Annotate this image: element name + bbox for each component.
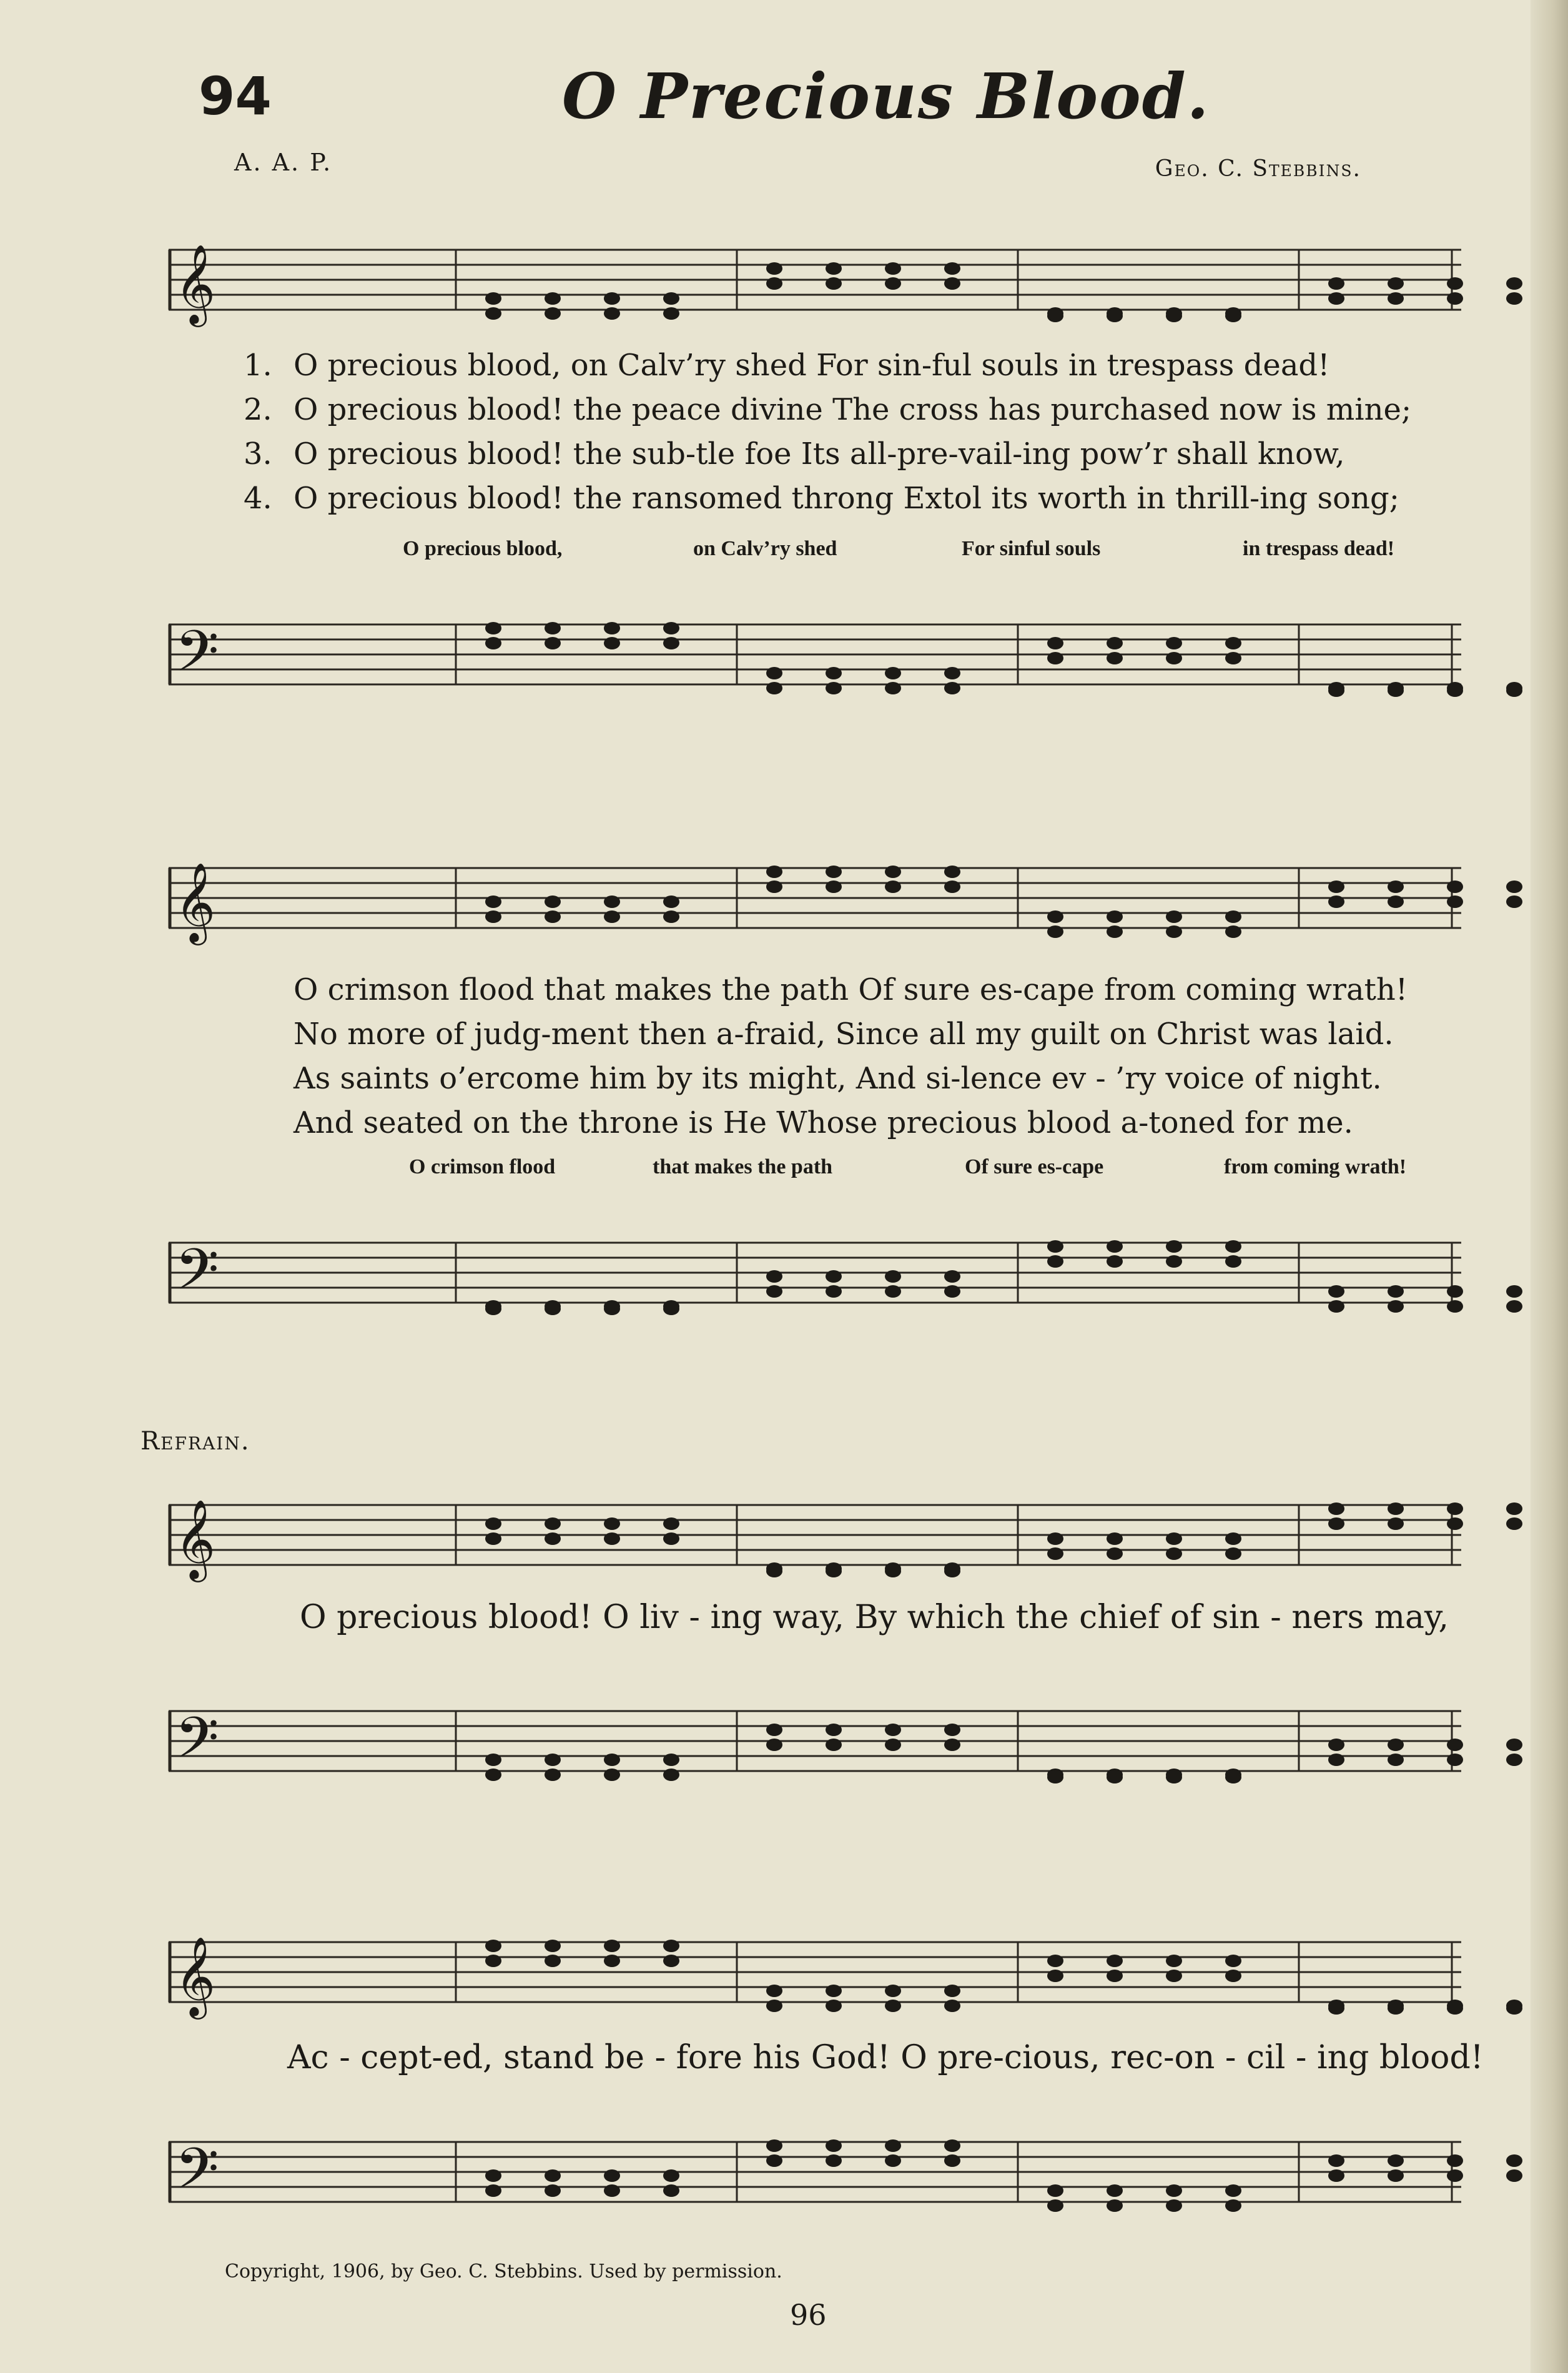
note-head: [604, 910, 620, 923]
note-head: [826, 2000, 842, 2012]
bass-lyric: that makes the path: [653, 1155, 833, 1178]
note-head: [485, 910, 501, 923]
note-head: [885, 1724, 901, 1736]
note-head: [1166, 652, 1182, 664]
note-head: [944, 1270, 960, 1283]
note-head: [1328, 2154, 1344, 2167]
note-head: [545, 1532, 561, 1545]
verse-text: O precious blood, on Calv’ry shed For sin-ful souls in trespass dead!: [293, 348, 1330, 383]
note-head: [604, 622, 620, 634]
verse-number: 2.: [244, 392, 272, 427]
note-head: [1047, 1970, 1063, 1982]
note-head: [1107, 1547, 1123, 1560]
note-head: [1328, 292, 1344, 305]
note-head: [1388, 292, 1404, 305]
note-head: [1107, 925, 1123, 938]
treble-staff-lines: [169, 818, 1461, 943]
note-head: [766, 667, 782, 679]
verse-block-2: [293, 968, 1408, 1145]
treble-staff: [169, 1892, 1461, 2017]
note-head: [944, 2154, 960, 2167]
note-head: [1328, 2002, 1344, 2015]
note-head: [1225, 1970, 1241, 1982]
verse-text: No more of judg-ment then a-fraid, Since all my guilt on Christ was laid.: [293, 1017, 1394, 1052]
note-head: [1447, 881, 1463, 893]
note-head: [885, 881, 901, 893]
note-head: [1107, 1532, 1123, 1545]
treble-staff-lines: [169, 1455, 1461, 1580]
clef-glyph: 𝄞: [175, 862, 216, 942]
verse-line: [244, 343, 1411, 388]
lyricist-credit: A. A. P.: [234, 149, 333, 176]
system-1: [169, 200, 1461, 699]
note-head: [545, 637, 561, 649]
verse-text: And seated on the throne is He Whose precious blood a-toned for me.: [293, 1105, 1353, 1140]
note-head: [485, 637, 501, 649]
bass-lyric: on Calv’ry shed: [693, 537, 837, 560]
refrain-label: Refrain.: [141, 1427, 250, 1456]
bass-lyric: O precious blood,: [403, 537, 563, 560]
clef-glyph: 𝄞: [175, 1499, 216, 1579]
note-head: [1047, 2199, 1063, 2212]
note-head: [885, 277, 901, 290]
note-head: [485, 292, 501, 305]
note-head: [1047, 1771, 1063, 1783]
verse-number: 4.: [244, 481, 272, 516]
note-head: [1506, 1517, 1522, 1530]
treble-staff: [169, 818, 1461, 943]
verse-line: [244, 432, 1411, 476]
note-head: [1388, 2002, 1404, 2015]
note-head: [663, 292, 679, 305]
note-head: [944, 682, 960, 694]
note-head: [1166, 637, 1182, 649]
bass-lyric: from coming wrath!: [1224, 1155, 1407, 1178]
note-head: [1328, 684, 1344, 697]
note-head: [1107, 1970, 1123, 1982]
note-head: [1447, 1300, 1463, 1313]
treble-staff-lines: [169, 1892, 1461, 2017]
note-head: [485, 1754, 501, 1766]
note-head: [485, 307, 501, 320]
note-head: [1047, 910, 1063, 923]
note-head: [663, 1769, 679, 1781]
note-head: [485, 895, 501, 908]
note-head: [885, 866, 901, 878]
note-head: [1225, 637, 1241, 649]
bass-lyric: For sinful souls: [962, 537, 1101, 560]
note-head: [1447, 1285, 1463, 1298]
clef-glyph: 𝄞: [175, 1936, 216, 2016]
refrain-lyric-2: Ac - cept-ed, stand be - fore his God! O pre-cious, rec-on - cil - ing blood!: [287, 2039, 1484, 2076]
note-head: [766, 1739, 782, 1751]
note-head: [1388, 2154, 1404, 2167]
note-head: [604, 1940, 620, 1952]
note-head: [604, 2169, 620, 2182]
clef-glyph: 𝄢: [175, 1705, 219, 1785]
note-head: [1225, 2199, 1241, 2212]
note-head: [1166, 2184, 1182, 2197]
verse-line: [244, 388, 1411, 432]
note-head: [485, 2169, 501, 2182]
note-head: [944, 1565, 960, 1577]
note-head: [1506, 1754, 1522, 1766]
bass-staff: [169, 1661, 1461, 1786]
note-head: [826, 881, 842, 893]
note-head: [826, 1285, 842, 1298]
note-head: [1447, 277, 1463, 290]
note-head: [663, 1303, 679, 1315]
note-head: [485, 622, 501, 634]
note-head: [826, 667, 842, 679]
note-head: [1107, 637, 1123, 649]
note-head: [1506, 1300, 1522, 1313]
note-head: [1225, 1532, 1241, 1545]
note-head: [1447, 2154, 1463, 2167]
note-head: [1388, 895, 1404, 908]
note-head: [826, 2154, 842, 2167]
note-head: [1166, 1532, 1182, 1545]
note-head: [545, 307, 561, 320]
note-head: [604, 307, 620, 320]
note-head: [485, 1940, 501, 1952]
note-head: [1388, 1502, 1404, 1515]
note-head: [1388, 1517, 1404, 1530]
note-head: [1388, 1739, 1404, 1751]
note-head: [545, 1303, 561, 1315]
note-head: [885, 1985, 901, 1997]
note-head: [1166, 1771, 1182, 1783]
note-head: [1447, 895, 1463, 908]
note-head: [1107, 652, 1123, 664]
note-head: [826, 1985, 842, 1997]
page-edge: [1531, 0, 1568, 2373]
note-head: [1388, 881, 1404, 893]
note-head: [766, 866, 782, 878]
note-head: [1388, 1754, 1404, 1766]
note-head: [944, 277, 960, 290]
bass-staff: [169, 1193, 1461, 1318]
note-head: [1506, 292, 1522, 305]
note-head: [604, 1955, 620, 1967]
note-head: [1107, 1771, 1123, 1783]
note-head: [1328, 277, 1344, 290]
bass-staff-lines: [169, 2092, 1461, 2217]
note-head: [1047, 925, 1063, 938]
note-head: [604, 1303, 620, 1315]
note-head: [885, 2154, 901, 2167]
note-head: [1225, 1955, 1241, 1967]
clef-glyph: 𝄞: [175, 244, 216, 323]
note-head: [826, 1270, 842, 1283]
hymn-title: O Precious Blood.: [562, 59, 1210, 133]
note-head: [604, 1754, 620, 1766]
note-head: [1506, 1502, 1522, 1515]
note-head: [1166, 1970, 1182, 1982]
note-head: [1447, 1517, 1463, 1530]
note-head: [885, 682, 901, 694]
note-head: [1166, 1955, 1182, 1967]
note-head: [766, 2000, 782, 2012]
page-number: 96: [790, 2298, 827, 2332]
note-head: [485, 1517, 501, 1530]
note-head: [1225, 1771, 1241, 1783]
note-head: [1328, 1300, 1344, 1313]
note-head: [1388, 1300, 1404, 1313]
note-head: [1447, 1502, 1463, 1515]
note-head: [604, 1532, 620, 1545]
note-head: [545, 292, 561, 305]
clef-glyph: 𝄢: [175, 1236, 219, 1316]
note-head: [1047, 637, 1063, 649]
note-head: [766, 1985, 782, 1997]
note-head: [663, 307, 679, 320]
note-head: [944, 2139, 960, 2152]
note-head: [663, 910, 679, 923]
note-head: [1225, 652, 1241, 664]
note-head: [604, 1517, 620, 1530]
note-head: [826, 262, 842, 275]
note-head: [1225, 1240, 1241, 1253]
note-head: [663, 2169, 679, 2182]
note-head: [1166, 910, 1182, 923]
note-head: [1447, 1739, 1463, 1751]
bass-lyric: Of sure es-cape: [965, 1155, 1104, 1178]
note-head: [766, 2139, 782, 2152]
note-head: [663, 1754, 679, 1766]
note-head: [1225, 910, 1241, 923]
note-head: [885, 1565, 901, 1577]
note-head: [1047, 1955, 1063, 1967]
note-head: [826, 2139, 842, 2152]
note-head: [1166, 925, 1182, 938]
note-head: [545, 2169, 561, 2182]
system-2: [169, 818, 1461, 1349]
note-head: [1328, 1517, 1344, 1530]
verse-text: O crimson flood that makes the path Of sure es-cape from coming wrath!: [293, 972, 1408, 1007]
note-head: [1447, 2002, 1463, 2015]
note-head: [1107, 1240, 1123, 1253]
note-head: [485, 1532, 501, 1545]
note-head: [663, 1517, 679, 1530]
note-head: [766, 881, 782, 893]
note-head: [545, 1754, 561, 1766]
note-head: [604, 895, 620, 908]
clef-glyph: 𝄢: [175, 618, 219, 698]
note-head: [485, 1303, 501, 1315]
verse-line: [244, 476, 1411, 521]
note-head: [1328, 1285, 1344, 1298]
note-head: [1506, 2169, 1522, 2182]
note-head: [1047, 652, 1063, 664]
note-head: [944, 1985, 960, 1997]
note-head: [1328, 2169, 1344, 2182]
note-head: [1107, 2184, 1123, 2197]
note-head: [885, 1739, 901, 1751]
bass-lyric: in trespass dead!: [1243, 537, 1395, 560]
bass-lyric: O crimson flood: [409, 1155, 556, 1178]
treble-staff: [169, 200, 1461, 325]
note-head: [1506, 277, 1522, 290]
note-head: [1447, 684, 1463, 697]
note-head: [944, 881, 960, 893]
note-head: [604, 1769, 620, 1781]
note-head: [545, 895, 561, 908]
note-head: [1328, 1754, 1344, 1766]
note-head: [885, 1285, 901, 1298]
treble-staff: [169, 1455, 1461, 1580]
note-head: [1225, 310, 1241, 322]
note-head: [1047, 1255, 1063, 1268]
note-head: [885, 2000, 901, 2012]
note-head: [766, 277, 782, 290]
note-head: [766, 1285, 782, 1298]
note-head: [1166, 1547, 1182, 1560]
note-head: [885, 2139, 901, 2152]
note-head: [826, 1739, 842, 1751]
note-head: [604, 2184, 620, 2197]
note-head: [944, 866, 960, 878]
note-head: [1506, 2154, 1522, 2167]
clef-glyph: 𝄢: [175, 2136, 219, 2216]
composer-credit: Geo. C. Stebbins.: [1155, 156, 1361, 182]
note-head: [1107, 2199, 1123, 2212]
note-head: [826, 1724, 842, 1736]
note-head: [1107, 910, 1123, 923]
note-head: [944, 667, 960, 679]
note-head: [1506, 684, 1522, 697]
note-head: [766, 1565, 782, 1577]
note-head: [604, 292, 620, 305]
note-head: [663, 622, 679, 634]
treble-staff-lines: [169, 200, 1461, 325]
note-head: [1225, 2184, 1241, 2197]
note-head: [1225, 925, 1241, 938]
note-head: [1506, 2002, 1522, 2015]
note-head: [826, 277, 842, 290]
note-head: [1225, 1547, 1241, 1560]
bass-staff: [169, 2092, 1461, 2229]
hymn-number: 94: [199, 66, 272, 127]
note-head: [944, 262, 960, 275]
note-head: [944, 1724, 960, 1736]
note-head: [885, 262, 901, 275]
verse-block-1: [244, 343, 1411, 521]
note-head: [766, 2154, 782, 2167]
note-head: [885, 667, 901, 679]
note-head: [663, 637, 679, 649]
note-head: [1107, 1955, 1123, 1967]
bass-staff-lines: [169, 1193, 1461, 1318]
note-head: [944, 2000, 960, 2012]
note-head: [944, 1285, 960, 1298]
note-head: [1506, 895, 1522, 908]
note-head: [663, 1940, 679, 1952]
note-head: [1047, 1532, 1063, 1545]
note-head: [1447, 292, 1463, 305]
note-head: [545, 1517, 561, 1530]
note-head: [545, 2184, 561, 2197]
note-head: [1506, 1739, 1522, 1751]
note-head: [604, 637, 620, 649]
note-head: [1166, 1255, 1182, 1268]
note-head: [766, 682, 782, 694]
note-head: [1107, 310, 1123, 322]
note-head: [1328, 1502, 1344, 1515]
note-head: [766, 262, 782, 275]
note-head: [826, 682, 842, 694]
note-head: [1328, 1739, 1344, 1751]
note-head: [766, 1724, 782, 1736]
note-head: [1447, 2169, 1463, 2182]
note-head: [1328, 881, 1344, 893]
note-head: [545, 1769, 561, 1781]
note-head: [545, 1955, 561, 1967]
copyright-notice: Copyright, 1906, by Geo. C. Stebbins. Used by permission.: [225, 2261, 782, 2282]
bass-staff-lines: [169, 1661, 1461, 1786]
verse-text: As saints o’ercome him by its might, And si-lence ev - ’ry voice of night.: [293, 1061, 1382, 1096]
note-head: [1166, 1240, 1182, 1253]
note-head: [663, 2184, 679, 2197]
note-head: [545, 622, 561, 634]
note-head: [1388, 277, 1404, 290]
note-head: [485, 1955, 501, 1967]
note-head: [1166, 2199, 1182, 2212]
note-head: [1047, 1547, 1063, 1560]
note-head: [1388, 2169, 1404, 2182]
verse-text: O precious blood! the ransomed throng Extol its worth in thrill-ing song;: [293, 481, 1399, 516]
hymn-header: [0, 0, 1524, 182]
note-head: [545, 1940, 561, 1952]
note-head: [545, 910, 561, 923]
note-head: [885, 1270, 901, 1283]
verse-number: 3.: [244, 437, 272, 471]
note-head: [1388, 684, 1404, 697]
note-head: [1047, 1240, 1063, 1253]
verse-text: O precious blood! the peace divine The cross has purchased now is mine;: [293, 392, 1412, 427]
bass-staff: [169, 575, 1461, 699]
note-head: [1506, 1285, 1522, 1298]
verse-text: O precious blood! the sub-tle foe Its all-pre-vail-ing pow’r shall know,: [293, 437, 1345, 471]
verse-number: 1.: [244, 348, 272, 383]
note-head: [1328, 895, 1344, 908]
note-head: [485, 1769, 501, 1781]
note-head: [1166, 310, 1182, 322]
note-head: [826, 1565, 842, 1577]
note-head: [944, 1739, 960, 1751]
note-head: [1047, 2184, 1063, 2197]
note-head: [826, 866, 842, 878]
note-head: [1047, 310, 1063, 322]
bass-staff-lines: [169, 575, 1461, 699]
note-head: [663, 1532, 679, 1545]
note-head: [1225, 1255, 1241, 1268]
note-head: [663, 895, 679, 908]
refrain-lyric-1: O precious blood! O liv - ing way, By which the chief of sin - ners may,: [300, 1599, 1449, 1636]
note-head: [1506, 881, 1522, 893]
note-head: [663, 1955, 679, 1967]
note-head: [485, 2184, 501, 2197]
note-head: [1388, 1285, 1404, 1298]
note-head: [1107, 1255, 1123, 1268]
note-head: [1447, 1754, 1463, 1766]
note-head: [766, 1270, 782, 1283]
